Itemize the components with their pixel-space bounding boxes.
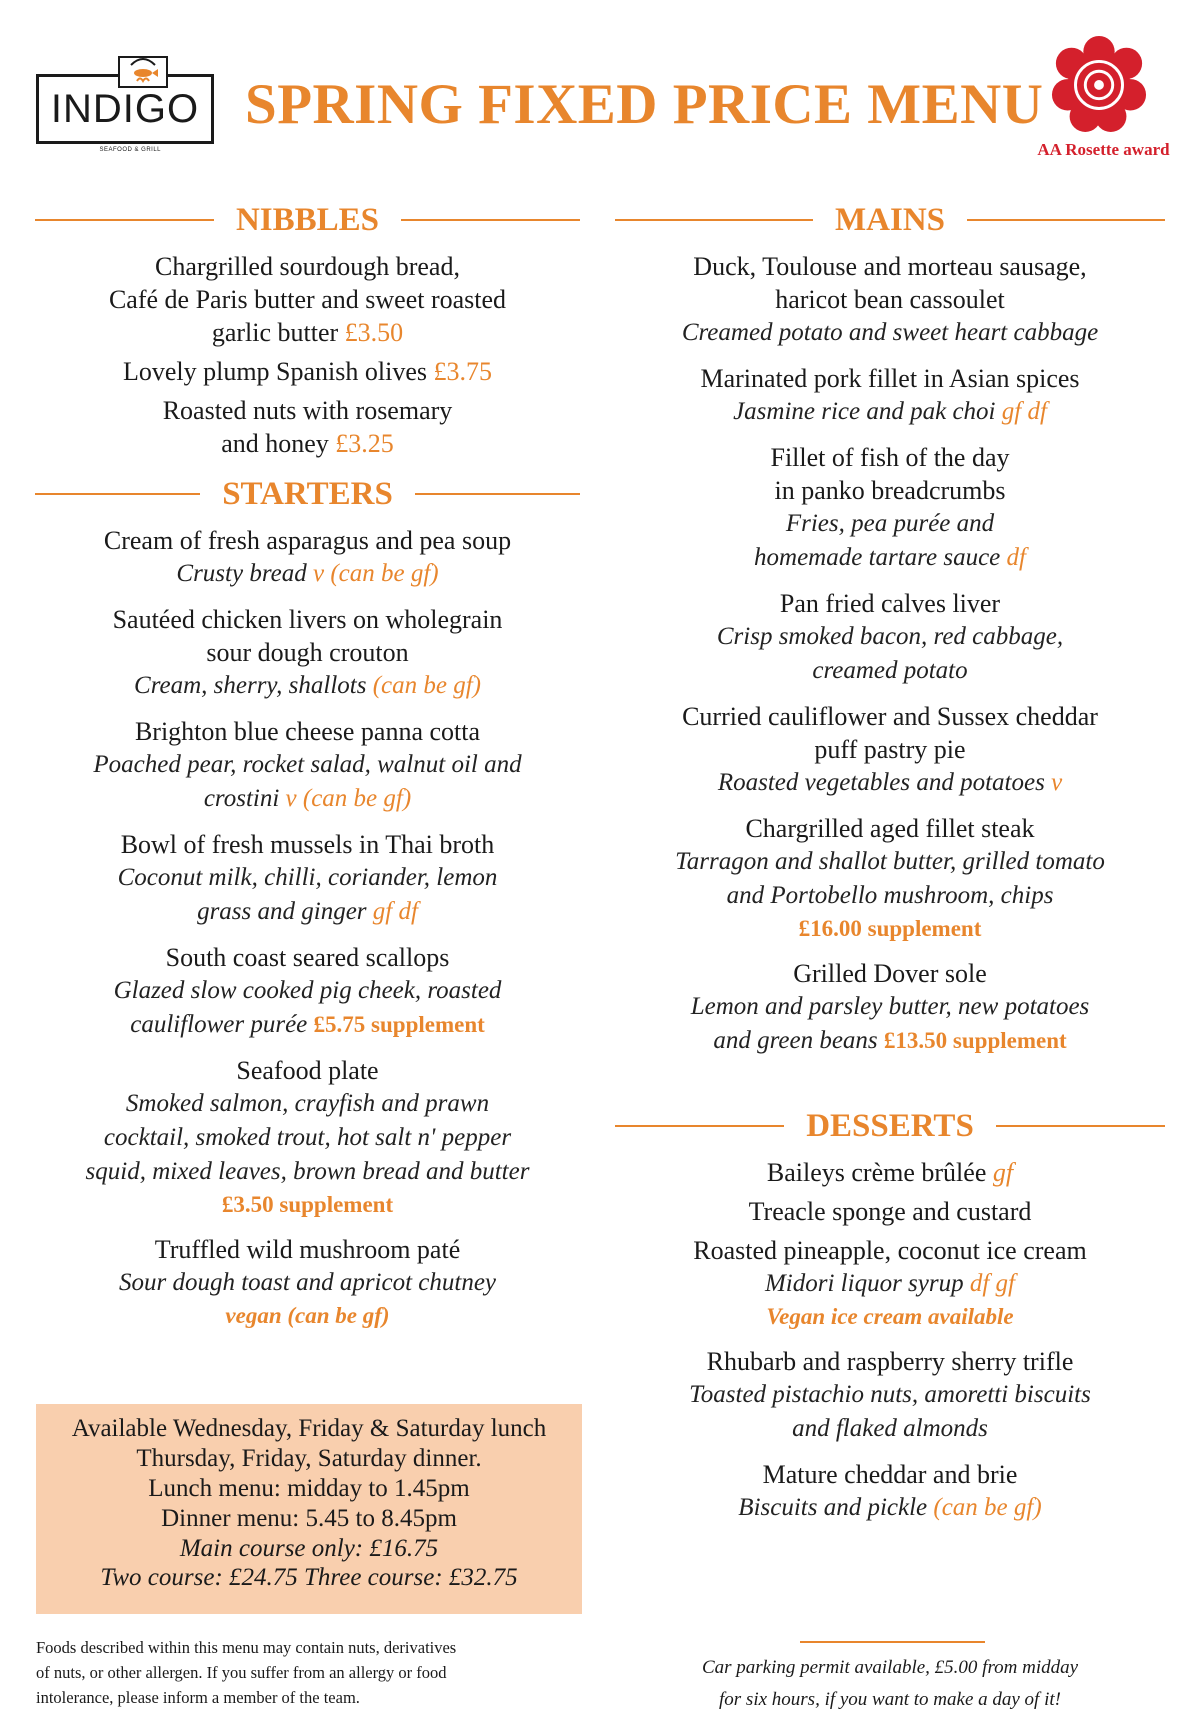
nibbles-heading	[35, 200, 580, 240]
dish-description: Poached pear, rocket salad, walnut oil and crostini v (can be gf)	[93, 751, 522, 812]
list-item	[35, 524, 580, 591]
dish-name: Seafood plate	[236, 1056, 379, 1085]
dish-description: Smoked salmon, crayfish and prawn cocktail, smoked trout, hot salt n' pepper squid, mixed leaves, brown bread and butter	[85, 1090, 530, 1185]
section-title: STARTERS	[222, 476, 393, 512]
list-item	[35, 715, 580, 816]
dish-name: Brighton blue cheese panna cotta	[134, 717, 481, 746]
parking-note: Car parking permit available, £5.00 from midday for six hours, if you want to make a day of it!	[701, 1657, 1079, 1710]
menu-title: SPRING FIXED PRICE MENU	[245, 73, 1044, 136]
section-title: MAINS	[835, 202, 946, 238]
list-item	[615, 1195, 1165, 1228]
dish-description: Cream, sherry, shallots (can be gf)	[134, 672, 481, 699]
list-item	[35, 941, 580, 1042]
dish-name: Duck, Toulouse and morteau sausage, haricot bean cassoulet	[693, 252, 1087, 314]
dish-name: Roasted pineapple, coconut ice cream	[693, 1236, 1087, 1265]
list-item	[615, 812, 1165, 945]
allergen-notice: Foods described within this menu may contain nuts, derivatives of nuts, or other allergen. If you suffer from an allergy or food intolerance, please inform a member of the team.	[36, 1638, 457, 1707]
logo-wordmark: INDIGO	[50, 87, 200, 131]
dish-name: Bowl of fresh mussels in Thai broth	[120, 830, 495, 859]
dish-description: Roasted vegetables and potatoes v	[717, 769, 1063, 796]
mains-heading	[615, 200, 1165, 240]
logo-subtext: SEAFOOD & GRILL	[99, 147, 161, 153]
lunch-hours: Lunch menu: midday to 1.45pm	[148, 1475, 470, 1502]
list-item	[615, 700, 1165, 800]
price: £3.25	[335, 429, 394, 458]
availability-text: Available Wednesday, Friday & Saturday lunch	[71, 1415, 547, 1442]
dish-description: Crisp smoked bacon, red cabbage, creamed potato	[716, 623, 1064, 684]
dish-name: Chargrilled sourdough bread, Café de Paris butter and sweet roasted garlic butter £3.50	[108, 252, 507, 347]
chef-hat-fish-icon	[113, 47, 173, 89]
list-item	[35, 1233, 580, 1332]
award-label: AA Rosette award	[1037, 140, 1170, 159]
list-item	[615, 441, 1165, 575]
dish-name: Rhubarb and raspberry sherry trifle	[706, 1347, 1074, 1376]
dish-description: Crusty bread v (can be gf)	[176, 560, 439, 587]
dish-description: Biscuits and pickle (can be gf)	[738, 1494, 1042, 1521]
price: £3.50	[344, 318, 404, 347]
dish-description: Jasmine rice and pak choi gf df	[733, 398, 1047, 425]
list-item	[35, 828, 580, 929]
list-item	[615, 362, 1165, 429]
dish-name: Treacle sponge and custard	[748, 1197, 1032, 1226]
list-item	[615, 250, 1165, 350]
dinner-hours: Dinner menu: 5.45 to 8.45pm	[161, 1505, 457, 1532]
list-item	[615, 957, 1165, 1058]
dish-description: Lemon and parsley butter, new potatoes and green beans £13.50 supplement	[690, 993, 1090, 1054]
list-item	[615, 1234, 1165, 1333]
price-main: Main course only: £16.75	[179, 1535, 439, 1562]
list-item	[35, 250, 580, 349]
dish-name: Mature cheddar and brie	[762, 1460, 1018, 1489]
dish-description: Toasted pistachio nuts, amoretti biscuits and flaked almonds	[689, 1381, 1091, 1442]
dietary-note: Vegan ice cream available	[766, 1304, 1014, 1329]
dish-name: Chargrilled aged fillet steak	[745, 814, 1035, 843]
section-title: NIBBLES	[235, 202, 380, 238]
dish-name: Pan fried calves liver	[779, 589, 1001, 618]
dish-name: Fillet of fish of the day in panko breadcrumbs	[770, 443, 1010, 505]
dish-description: Fries, pea purée and homemade tartare sauce df	[754, 510, 1026, 571]
dish-name: Cream of fresh asparagus and pea soup	[103, 526, 512, 555]
dish-description: Midori liquor syrup df gf	[764, 1270, 1016, 1297]
dish-name: Sautéed chicken livers on wholegrain sour dough crouton	[112, 605, 503, 667]
list-item	[615, 587, 1165, 688]
availability-box	[36, 1404, 582, 1614]
list-item	[35, 603, 580, 703]
aa-rosette-icon	[1050, 34, 1148, 132]
supplement: £3.50 supplement	[221, 1192, 394, 1217]
dish-name: South coast seared scallops	[165, 943, 450, 972]
list-item	[35, 355, 580, 388]
price: £3.75	[433, 357, 493, 386]
dish-description: Creamed potato and sweet heart cabbage	[681, 319, 1099, 346]
section-title: DESSERTS	[806, 1108, 974, 1144]
dish-description: Coconut milk, chilli, coriander, lemon grass and ginger gf df	[117, 864, 498, 925]
dish-name: Curried cauliflower and Sussex cheddar puff pastry pie	[682, 702, 1098, 764]
dish-name: Roasted nuts with rosemary and honey £3.25	[162, 396, 453, 458]
dish-name: Grilled Dover sole	[793, 959, 987, 988]
dish-description: Glazed slow cooked pig cheek, roasted cauliflower purée £5.75 supplement	[113, 977, 502, 1038]
left-column	[35, 200, 580, 1344]
desserts-heading	[615, 1106, 1165, 1146]
list-item	[35, 394, 580, 460]
dietary-note: vegan (can be gf)	[225, 1303, 390, 1328]
list-item	[615, 1458, 1165, 1525]
dish-description: Sour dough toast and apricot chutney	[118, 1269, 497, 1296]
dish-description: Tarragon and shallot butter, grilled tomato and Portobello mushroom, chips	[675, 848, 1105, 909]
dish-name: Lovely plump Spanish olives £3.75	[122, 357, 493, 386]
restaurant-logo	[36, 74, 214, 153]
dish-name: Marinated pork fillet in Asian spices	[700, 364, 1080, 393]
list-item	[35, 1054, 580, 1221]
list-item	[615, 1156, 1165, 1189]
divider	[800, 1641, 985, 1643]
starters-heading	[35, 474, 580, 514]
list-item	[615, 1345, 1165, 1446]
supplement: £16.00 supplement	[798, 916, 982, 941]
availability-text: Thursday, Friday, Saturday dinner.	[136, 1445, 482, 1472]
dish-name: Truffled wild mushroom paté	[154, 1235, 461, 1264]
right-column	[615, 200, 1165, 1537]
dish-name: Baileys crème brûlée gf	[766, 1158, 1014, 1187]
price-courses: Two course: £24.75 Three course: £32.75	[100, 1564, 518, 1591]
